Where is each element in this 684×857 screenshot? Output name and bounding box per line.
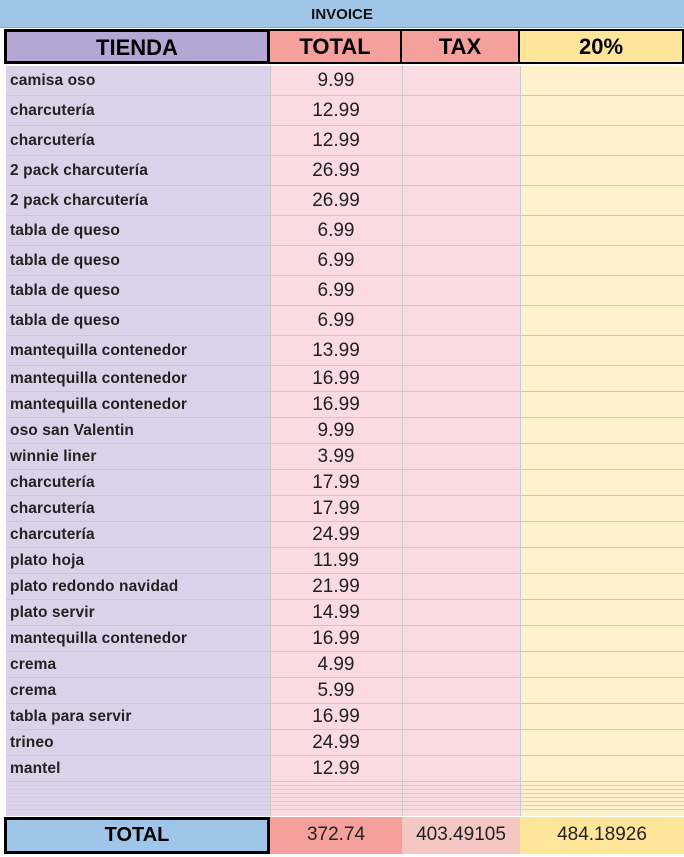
item-total-cell[interactable]: 26.99 <box>312 159 360 181</box>
item-percent-cell[interactable] <box>520 444 684 469</box>
table-row <box>6 600 684 626</box>
table-row <box>6 652 684 678</box>
invoice-banner[interactable]: INVOICE <box>0 0 684 28</box>
item-name-cell[interactable]: tabla de queso <box>10 221 120 239</box>
item-name-cell[interactable]: oso san Valentin <box>10 421 134 439</box>
table-row <box>6 126 684 156</box>
item-tax-cell[interactable] <box>402 96 520 125</box>
item-name-cell[interactable]: trineo <box>10 733 54 751</box>
item-percent-cell[interactable] <box>520 600 684 625</box>
item-percent-cell[interactable] <box>520 730 684 755</box>
item-tax-cell[interactable] <box>402 126 520 155</box>
item-tax-cell[interactable] <box>402 730 520 755</box>
item-name-cell[interactable]: charcutería <box>10 499 95 517</box>
item-name-cell[interactable]: mantequilla contenedor <box>10 341 188 359</box>
item-percent-cell[interactable] <box>520 186 684 215</box>
item-name-cell[interactable]: charcutería <box>10 101 95 119</box>
item-percent-cell[interactable] <box>520 626 684 651</box>
table-row <box>6 186 684 216</box>
item-total-cell[interactable]: 24.99 <box>312 523 360 545</box>
item-name-cell[interactable]: charcutería <box>10 473 95 491</box>
item-total-cell[interactable]: 3.99 <box>317 445 355 467</box>
item-name-cell[interactable]: crema <box>10 655 57 673</box>
item-tax-cell[interactable] <box>402 306 520 335</box>
item-name-cell[interactable]: charcutería <box>10 131 95 149</box>
empty-row-line <box>6 797 684 798</box>
item-percent-cell[interactable] <box>520 522 684 547</box>
item-name-cell[interactable]: mantequilla contenedor <box>10 369 188 387</box>
item-total-cell[interactable]: 12.99 <box>312 129 360 151</box>
table-row <box>6 522 684 548</box>
table-row <box>6 470 684 496</box>
item-tax-cell[interactable] <box>402 548 520 573</box>
header-percent[interactable]: 20% <box>520 29 684 64</box>
table-row <box>6 392 684 418</box>
item-name-cell[interactable]: 2 pack charcutería <box>10 191 148 209</box>
item-total-cell[interactable]: 5.99 <box>317 679 355 701</box>
item-total-cell[interactable]: 21.99 <box>312 575 360 597</box>
item-tax-cell[interactable] <box>402 366 520 391</box>
header-tienda[interactable]: TIENDA <box>4 29 270 64</box>
item-tax-cell[interactable] <box>402 336 520 365</box>
header-tax[interactable]: TAX <box>402 29 520 64</box>
empty-row-line <box>6 801 684 802</box>
item-tax-cell[interactable] <box>402 444 520 469</box>
item-total-cell[interactable]: 6.99 <box>317 279 355 301</box>
item-tax-cell[interactable] <box>402 276 520 305</box>
item-total-cell[interactable]: 16.99 <box>312 367 360 389</box>
totals-label[interactable]: TOTAL <box>4 817 270 854</box>
empty-row-line <box>6 805 684 806</box>
item-tax-cell[interactable] <box>402 392 520 417</box>
item-percent-cell[interactable] <box>520 216 684 245</box>
item-total-cell[interactable]: 24.99 <box>312 731 360 753</box>
item-total-cell[interactable]: 9.99 <box>317 69 355 91</box>
item-tax-cell[interactable] <box>402 470 520 495</box>
table-row <box>6 156 684 186</box>
item-percent-cell[interactable] <box>520 496 684 521</box>
item-name-cell[interactable]: crema <box>10 681 57 699</box>
table-row <box>6 678 684 704</box>
item-tax-cell[interactable] <box>402 66 520 95</box>
item-name-cell[interactable]: tabla de queso <box>10 281 120 299</box>
item-tax-cell[interactable] <box>402 186 520 215</box>
item-percent-cell[interactable] <box>520 392 684 417</box>
table-row <box>6 306 684 336</box>
table-row <box>6 756 684 782</box>
item-percent-cell[interactable] <box>520 276 684 305</box>
header-total[interactable]: TOTAL <box>270 29 402 64</box>
item-total-cell[interactable]: 16.99 <box>312 627 360 649</box>
empty-row-line <box>6 793 684 794</box>
item-percent-cell[interactable] <box>520 66 684 95</box>
item-name-cell[interactable]: tabla para servir <box>10 707 132 725</box>
item-total-cell[interactable]: 9.99 <box>317 419 355 441</box>
item-percent-cell[interactable] <box>520 306 684 335</box>
item-tax-cell[interactable] <box>402 496 520 521</box>
table-row <box>6 96 684 126</box>
item-tax-cell[interactable] <box>402 574 520 599</box>
item-total-cell[interactable]: 11.99 <box>312 549 360 571</box>
table-row <box>6 216 684 246</box>
table-row <box>6 418 684 444</box>
item-name-cell[interactable]: plato hoja <box>10 551 85 569</box>
totals-percent[interactable]: 484.18926 <box>520 817 684 854</box>
item-percent-cell[interactable] <box>520 704 684 729</box>
item-tax-cell[interactable] <box>402 418 520 443</box>
totals-total[interactable]: 372.74 <box>270 817 402 854</box>
item-percent-cell[interactable] <box>520 156 684 185</box>
table-row <box>6 336 684 366</box>
item-tax-cell[interactable] <box>402 600 520 625</box>
item-tax-cell[interactable] <box>402 626 520 651</box>
item-tax-cell[interactable] <box>402 652 520 677</box>
item-percent-cell[interactable] <box>520 756 684 781</box>
item-total-cell[interactable]: 17.99 <box>312 471 360 493</box>
table-row <box>6 66 684 96</box>
item-percent-cell[interactable] <box>520 652 684 677</box>
item-total-cell[interactable]: 16.99 <box>312 705 360 727</box>
item-name-cell[interactable]: tabla de queso <box>10 311 120 329</box>
item-percent-cell[interactable] <box>520 678 684 703</box>
item-total-cell[interactable]: 6.99 <box>317 219 355 241</box>
item-name-cell[interactable]: mantequilla contenedor <box>10 629 188 647</box>
item-total-cell[interactable]: 14.99 <box>312 601 360 623</box>
table-row <box>6 704 684 730</box>
item-total-cell[interactable]: 6.99 <box>317 249 355 271</box>
item-name-cell[interactable]: charcutería <box>10 525 95 543</box>
invoice-rows <box>6 66 684 782</box>
item-name-cell[interactable]: plato servir <box>10 603 95 621</box>
item-tax-cell[interactable] <box>402 156 520 185</box>
item-percent-cell[interactable] <box>520 366 684 391</box>
item-total-cell[interactable]: 4.99 <box>317 653 355 675</box>
item-total-cell[interactable]: 12.99 <box>312 99 360 121</box>
item-tax-cell[interactable] <box>402 216 520 245</box>
item-percent-cell[interactable] <box>520 336 684 365</box>
table-row <box>6 496 684 522</box>
item-tax-cell[interactable] <box>402 704 520 729</box>
item-tax-cell[interactable] <box>402 756 520 781</box>
table-row <box>6 730 684 756</box>
item-name-cell[interactable]: 2 pack charcutería <box>10 161 148 179</box>
item-percent-cell[interactable] <box>520 470 684 495</box>
item-tax-cell[interactable] <box>402 678 520 703</box>
item-total-cell[interactable]: 12.99 <box>312 757 360 779</box>
table-row <box>6 548 684 574</box>
item-name-cell[interactable]: mantequilla contenedor <box>10 395 188 413</box>
item-total-cell[interactable]: 13.99 <box>312 339 360 361</box>
item-percent-cell[interactable] <box>520 548 684 573</box>
table-row <box>6 444 684 470</box>
item-name-cell[interactable]: winnie liner <box>10 447 97 465</box>
empty-row-line <box>6 789 684 790</box>
empty-row-line <box>6 809 684 810</box>
item-total-cell[interactable]: 6.99 <box>317 309 355 331</box>
table-row <box>6 246 684 276</box>
item-percent-cell[interactable] <box>520 574 684 599</box>
item-total-cell[interactable]: 26.99 <box>312 189 360 211</box>
item-total-cell[interactable]: 17.99 <box>312 497 360 519</box>
table-row <box>6 276 684 306</box>
item-tax-cell[interactable] <box>402 522 520 547</box>
item-name-cell[interactable]: plato redondo navidad <box>10 577 179 595</box>
table-row <box>6 626 684 652</box>
item-name-cell[interactable]: mantel <box>10 759 61 777</box>
item-tax-cell[interactable] <box>402 246 520 275</box>
item-percent-cell[interactable] <box>520 126 684 155</box>
item-name-cell[interactable]: tabla de queso <box>10 251 120 269</box>
empty-row-line <box>6 785 684 786</box>
item-name-cell[interactable]: camisa oso <box>10 71 96 89</box>
item-percent-cell[interactable] <box>520 246 684 275</box>
table-row <box>6 574 684 600</box>
item-total-cell[interactable]: 16.99 <box>312 393 360 415</box>
item-percent-cell[interactable] <box>520 96 684 125</box>
table-row <box>6 366 684 392</box>
totals-tax[interactable]: 403.49105 <box>402 817 520 854</box>
empty-rows <box>6 781 684 815</box>
item-percent-cell[interactable] <box>520 418 684 443</box>
